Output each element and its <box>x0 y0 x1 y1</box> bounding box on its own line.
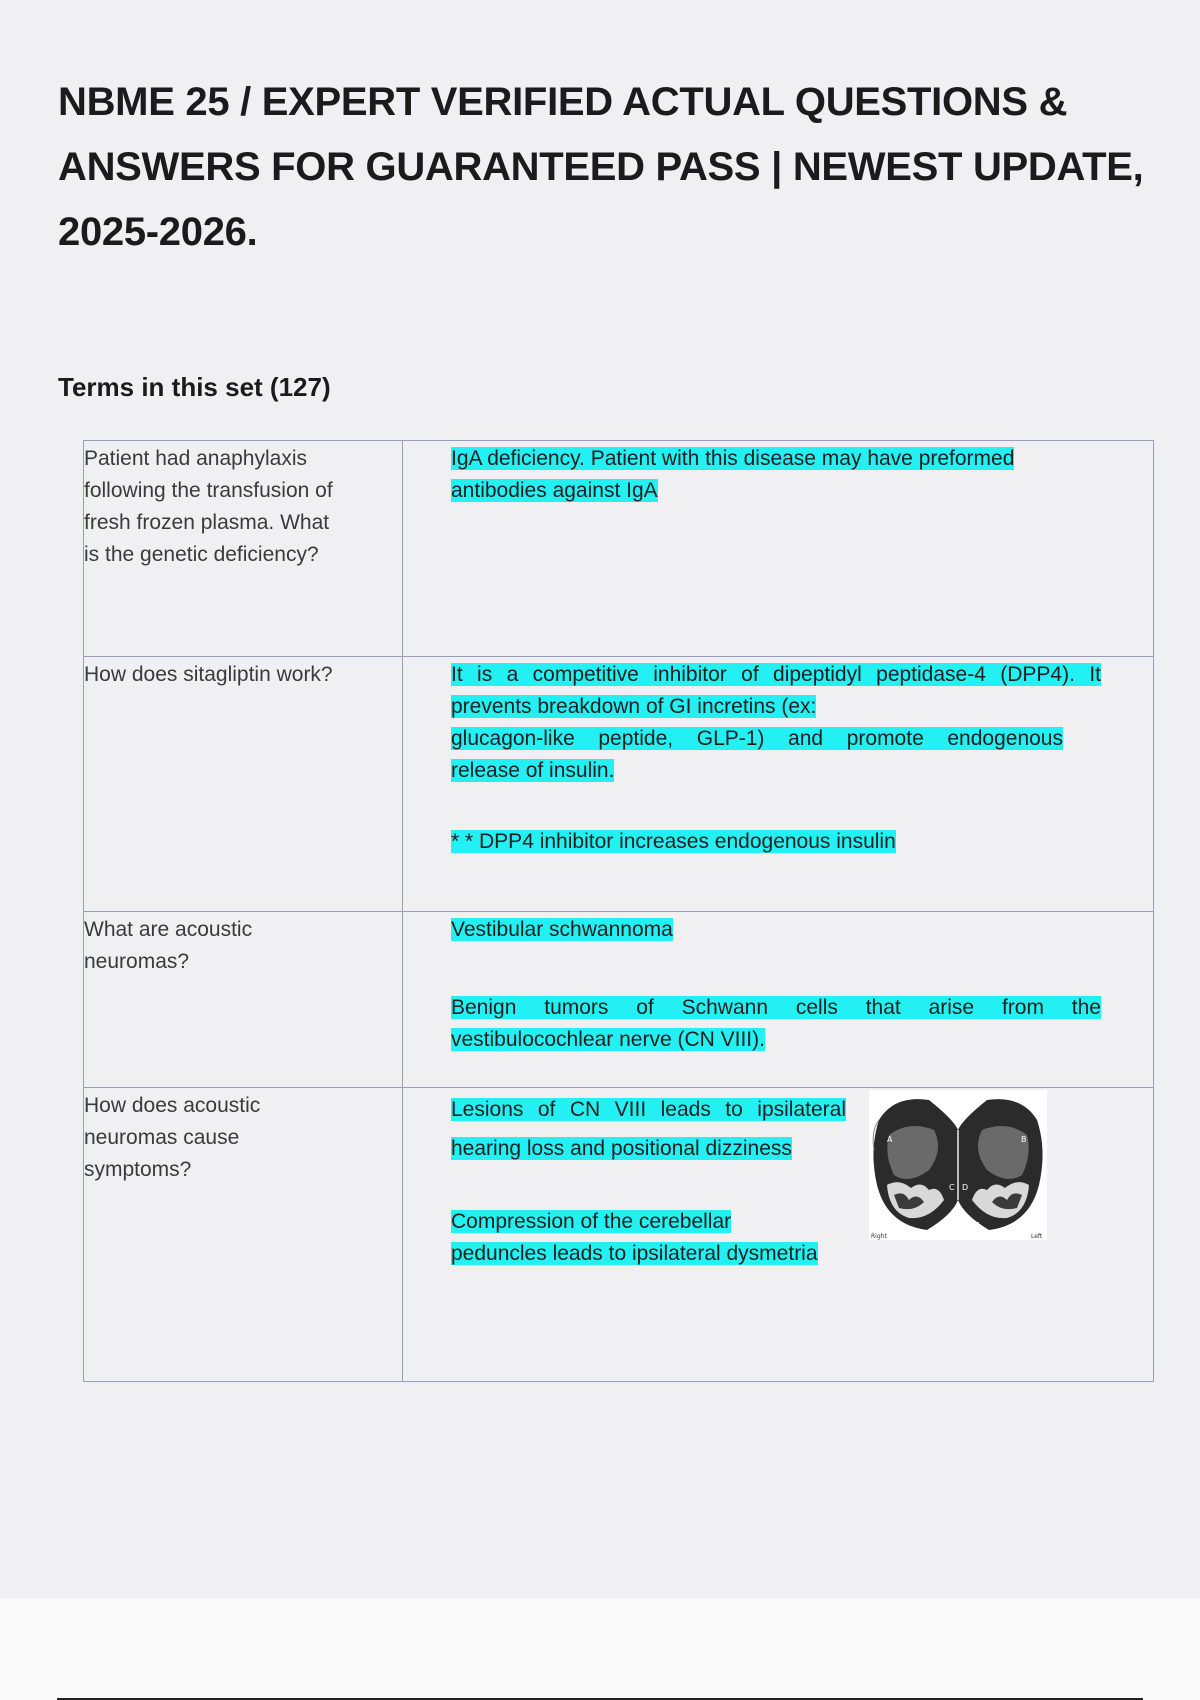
svg-text:A: A <box>887 1135 893 1144</box>
flashcard-table <box>83 440 1154 1382</box>
page-footer <box>0 1598 1200 1700</box>
definition-cell <box>403 657 1154 912</box>
term-text: How does sitagliptin work? <box>84 663 333 686</box>
term-cell <box>84 1088 403 1382</box>
term-text: What are acoustic neuromas? <box>84 918 253 973</box>
definition-text: hearing loss and positional dizziness <box>451 1137 792 1160</box>
definition-text: IgA deficiency. Patient with this disease may have preformed antibodies against IgA <box>451 447 1015 502</box>
svg-text:F: F <box>975 1221 980 1230</box>
definition-text: * * DPP4 inhibitor increases endogenous insulin <box>451 830 896 853</box>
definition-text: vestibulocochlear nerve (CN VIII). <box>451 1028 765 1051</box>
table-row <box>84 912 1154 1088</box>
definition-text: glucagon-like peptide, GLP-1) and promote endogenous <box>451 727 1063 750</box>
svg-text:Left: Left <box>1031 1233 1043 1240</box>
svg-text:Right: Right <box>871 1233 887 1240</box>
term-cell <box>84 441 403 657</box>
definition-cell <box>403 912 1154 1088</box>
term-cell <box>84 657 403 912</box>
definition-text: Benign tumors of Schwann cells that arise from the <box>451 996 1101 1019</box>
term-cell <box>84 912 403 1088</box>
svg-text:B: B <box>1021 1135 1027 1144</box>
svg-text:C: C <box>949 1183 955 1192</box>
svg-text:E: E <box>939 1221 945 1230</box>
svg-text:D: D <box>962 1183 969 1192</box>
brainstem-section-image <box>869 1090 1047 1240</box>
definition-text: peduncles leads to ipsilateral dysmetria <box>451 1242 818 1265</box>
term-text: How does acoustic neuromas cause symptoms? <box>84 1094 261 1181</box>
definition-text: Lesions of CN VIII leads to ipsilateral <box>451 1098 846 1121</box>
term-text: Patient had anaphylaxis following the transfusion of fresh frozen plasma. What is the genetic deficiency? <box>84 447 333 566</box>
definition-cell <box>403 1088 1154 1382</box>
definition-text: prevents breakdown of GI incretins (ex: <box>451 695 817 718</box>
definition-text: Vestibular schwannoma <box>451 918 673 941</box>
set-count-label: Terms in this set (127) <box>58 372 331 402</box>
page-title: NBME 25 / EXPERT VERIFIED ACTUAL QUESTIONS & ANSWERS FOR GUARANTEED PASS | NEWEST UPDATE, 2025-2026. <box>58 80 1144 254</box>
definition-text: release of insulin. <box>451 759 615 782</box>
definition-text: It is a competitive inhibitor of dipeptidyl peptidase-4 (DPP4). It <box>451 663 1101 686</box>
table-row <box>84 1088 1154 1382</box>
table-row <box>84 441 1154 657</box>
definition-cell <box>403 441 1154 657</box>
table-row <box>84 657 1154 912</box>
definition-text: Compression of the cerebellar <box>451 1210 732 1233</box>
